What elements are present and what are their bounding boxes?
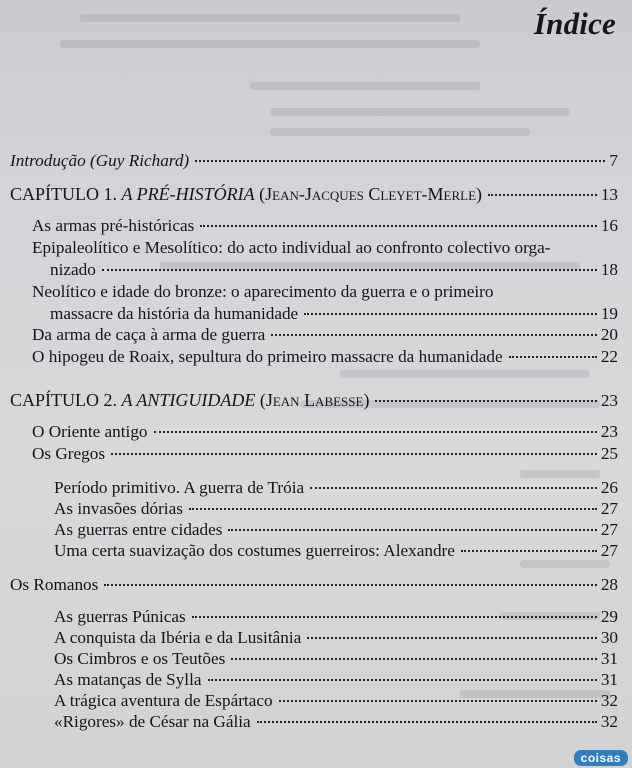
entry-text: Introdução (Guy Richard) bbox=[10, 151, 190, 170]
toc-entry[interactable] bbox=[32, 346, 618, 368]
toc-entry[interactable] bbox=[10, 574, 618, 596]
dot-leader bbox=[310, 487, 597, 489]
dot-leader bbox=[231, 658, 597, 660]
dot-leader bbox=[304, 313, 597, 315]
toc-entry[interactable] bbox=[54, 540, 618, 562]
page-number: 32 bbox=[600, 712, 618, 731]
toc-entry[interactable] bbox=[54, 627, 618, 649]
entry-text: «Rigores» de César na Gália bbox=[54, 712, 251, 731]
watermark-logo: coisas bbox=[574, 750, 628, 766]
entry-text-line2: massacre da história da humanidade bbox=[50, 304, 299, 323]
toc-entry[interactable] bbox=[54, 606, 618, 628]
toc-entry[interactable] bbox=[54, 648, 618, 670]
dot-leader bbox=[271, 334, 597, 336]
page-number: 27 bbox=[600, 541, 618, 560]
page-number: 16 bbox=[600, 216, 618, 235]
toc-entry[interactable] bbox=[54, 711, 618, 733]
page-number: 28 bbox=[600, 575, 618, 594]
entry-text: As matanças de Sylla bbox=[54, 670, 202, 689]
dot-leader bbox=[111, 453, 597, 455]
entry-text: O hipogeu de Roaix, sepultura do primeiro massacre da humanidade bbox=[32, 347, 503, 366]
toc-entry-introducao[interactable] bbox=[10, 150, 618, 172]
toc-entry[interactable] bbox=[54, 690, 618, 712]
dot-leader bbox=[189, 508, 597, 510]
dot-leader bbox=[208, 679, 597, 681]
entry-text: O Oriente antigo bbox=[32, 422, 148, 441]
dot-leader bbox=[461, 550, 597, 552]
dot-leader bbox=[102, 269, 597, 271]
page-number: 20 bbox=[600, 325, 618, 344]
entry-text-line1: Epipaleolítico e Mesolítico: do acto individual ao confronto colectivo orga- bbox=[32, 238, 551, 257]
dot-leader bbox=[195, 160, 605, 162]
entry-text: As armas pré-históricas bbox=[32, 216, 195, 235]
entry-text: Período primitivo. A guerra de Tróia bbox=[54, 478, 305, 497]
page-number: 31 bbox=[600, 649, 618, 668]
toc-entry[interactable] bbox=[54, 477, 618, 499]
toc-entry[interactable] bbox=[54, 498, 618, 520]
toc-entry[interactable] bbox=[54, 519, 618, 541]
dot-leader bbox=[488, 194, 597, 196]
entry-text: Uma certa suavização dos costumes guerreiros: Alexandre bbox=[54, 541, 455, 560]
dot-leader bbox=[509, 356, 597, 358]
entry-text: A trágica aventura de Espártaco bbox=[54, 691, 273, 710]
dot-leader bbox=[307, 637, 597, 639]
page-number: 32 bbox=[600, 691, 618, 710]
toc-entry[interactable] bbox=[32, 443, 618, 465]
entry-text: Da arma de caça à arma de guerra bbox=[32, 325, 266, 344]
entry-text-line2: nizado bbox=[50, 260, 96, 279]
toc-chapter-1[interactable] bbox=[10, 183, 618, 206]
chapter-heading: CAPÍTULO 1. A PRÉ-HISTÓRIA (Jean-Jacques Cleyet-Merle) bbox=[10, 184, 483, 204]
page-number: 27 bbox=[600, 520, 618, 539]
dot-leader bbox=[228, 529, 596, 531]
entry-text: A conquista da Ibéria e da Lusitânia bbox=[54, 628, 302, 647]
entry-text: Os Gregos bbox=[32, 444, 106, 463]
index-title: Índice bbox=[533, 6, 616, 41]
page-number: 13 bbox=[600, 185, 618, 204]
page-number: 31 bbox=[600, 670, 618, 689]
page-number: 26 bbox=[600, 478, 618, 497]
toc-entry[interactable] bbox=[32, 324, 618, 346]
page-number: 25 bbox=[600, 444, 618, 463]
entry-text: As invasões dórias bbox=[54, 499, 183, 518]
entry-text: Os Romanos bbox=[10, 575, 99, 594]
toc-entry[interactable] bbox=[32, 281, 618, 325]
page-number: 7 bbox=[609, 151, 618, 170]
toc-entry[interactable] bbox=[32, 215, 618, 237]
dot-leader bbox=[192, 616, 597, 618]
chapter-heading: CAPÍTULO 2. A ANTIGUIDADE (Jean Labesse) bbox=[10, 390, 370, 410]
toc-entry[interactable] bbox=[32, 421, 618, 443]
page-number: 30 bbox=[600, 628, 618, 647]
entry-text-line1: Neolítico e idade do bronze: o aparecimento da guerra e o primeiro bbox=[32, 282, 494, 301]
dot-leader bbox=[257, 721, 597, 723]
entry-text: As guerras entre cidades bbox=[54, 520, 223, 539]
page-number: 29 bbox=[600, 607, 618, 626]
dot-leader bbox=[104, 584, 596, 586]
dot-leader bbox=[154, 431, 597, 433]
toc-entry[interactable] bbox=[54, 669, 618, 691]
page-number: 19 bbox=[600, 304, 618, 323]
dot-leader bbox=[375, 400, 596, 402]
dot-leader bbox=[200, 225, 597, 227]
entry-text: Os Cimbros e os Teutões bbox=[54, 649, 226, 668]
page-number: 18 bbox=[600, 260, 618, 279]
page-number: 23 bbox=[600, 422, 618, 441]
page-number: 23 bbox=[600, 391, 618, 410]
dot-leader bbox=[279, 700, 597, 702]
page-number: 27 bbox=[600, 499, 618, 518]
page-number: 22 bbox=[600, 347, 618, 366]
toc-entry[interactable] bbox=[32, 237, 618, 281]
toc-chapter-2[interactable] bbox=[10, 389, 618, 412]
entry-text: As guerras Púnicas bbox=[54, 607, 186, 626]
